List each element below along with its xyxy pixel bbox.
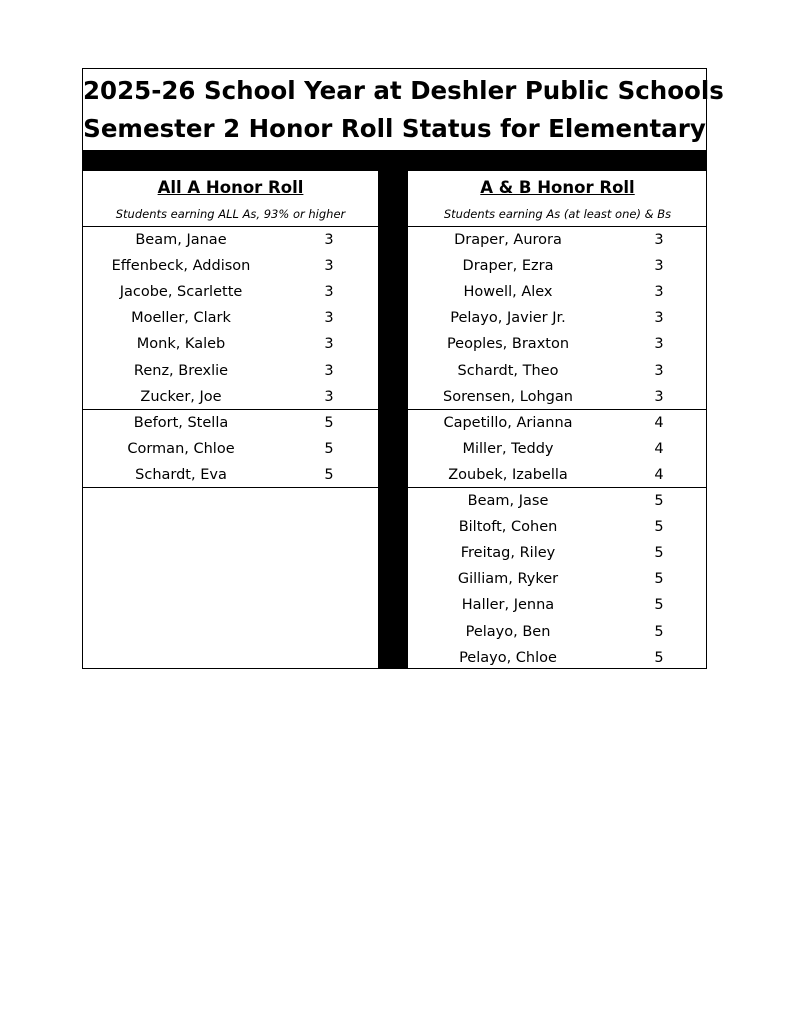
student-name: Jacobe, Scarlette [119,284,243,301]
student-grade: 3 [324,362,334,379]
student-grade: 5 [654,493,664,509]
student-row [408,540,707,566]
a-b-grade-separator [408,409,707,410]
student-row [408,358,707,384]
student-grade: 5 [654,545,664,562]
student-grade: 3 [654,362,664,379]
student-grade: 5 [654,597,664,614]
student-name: Effenbeck, Addison [111,258,251,275]
student-row [83,331,378,357]
a-b-grade-separator [408,487,707,488]
student-grade: 3 [324,232,334,248]
student-grade: 3 [654,284,664,301]
student-name: Corman, Chloe [127,440,235,457]
student-name: Beam, Jase [467,493,549,509]
student-grade: 3 [324,336,334,353]
student-row [408,619,707,645]
student-grade: 3 [324,388,334,405]
student-grade: 3 [654,232,664,248]
student-row [83,279,378,305]
student-row [408,227,707,253]
student-name: Freitag, Riley [460,545,556,562]
student-grade: 3 [654,310,664,327]
student-grade: 5 [654,571,664,588]
student-grade: 5 [654,649,664,666]
student-grade: 5 [324,414,334,431]
student-row [408,514,707,540]
student-grade: 5 [654,623,664,640]
student-row [83,358,378,384]
page-subtitle: Semester 2 Honor Roll Status for Elementary [83,114,706,143]
student-name: Befort, Stella [133,414,229,431]
a-b-criteria: Students earning As (at least one) & Bs [443,207,672,221]
student-name: Monk, Kaleb [136,336,226,353]
all-a-heading: All A Honor Roll [157,178,304,197]
all-a-criteria: Students earning ALL As, 93% or higher [115,207,346,221]
student-name: Gilliam, Ryker [457,571,559,588]
student-grade: 4 [654,466,664,483]
student-name: Beam, Janae [135,232,227,248]
student-row [83,227,378,253]
a-b-heading: A & B Honor Roll [480,178,635,197]
honor-roll-sheet [82,68,724,669]
student-grade: 3 [654,258,664,275]
student-name: Pelayo, Javier Jr. [450,310,566,327]
student-row [408,645,707,671]
student-row [408,331,707,357]
student-name: Schardt, Theo [457,362,559,379]
student-grade: 3 [324,310,334,327]
student-name: Haller, Jenna [461,597,555,614]
student-row [408,384,707,410]
student-name: Miller, Teddy [462,440,554,457]
student-row [408,566,707,592]
student-name: Pelayo, Chloe [459,649,557,666]
student-grade: 5 [324,440,334,457]
student-row [408,592,707,618]
student-grade: 3 [654,388,664,405]
student-row [83,253,378,279]
student-name: Zoubek, Izabella [448,466,568,483]
header-divider-band [83,150,706,171]
student-row [408,279,707,305]
student-row [408,410,707,436]
all-a-grade-separator [83,487,378,488]
student-name: Schardt, Eva [135,466,227,483]
student-row [83,410,378,436]
student-name: Moeller, Clark [131,310,231,327]
student-row [408,436,707,462]
all-a-grade-separator [83,409,378,410]
student-row [408,462,707,488]
student-name: Biltoft, Cohen [458,519,558,536]
student-name: Howell, Alex [463,284,553,301]
student-row [408,488,707,514]
student-name: Pelayo, Ben [465,623,551,640]
student-row [408,305,707,331]
student-name: Draper, Ezra [462,258,554,275]
student-grade: 3 [324,284,334,301]
student-name: Sorensen, Lohgan [443,388,573,405]
student-row [83,305,378,331]
student-row [83,436,378,462]
student-grade: 4 [654,414,664,431]
student-row [83,384,378,410]
student-grade: 4 [654,440,664,457]
student-grade: 3 [654,336,664,353]
student-grade: 5 [324,466,334,483]
student-name: Zucker, Joe [140,388,222,405]
student-name: Renz, Brexlie [133,362,229,379]
student-name: Draper, Aurora [454,232,562,248]
student-row [408,253,707,279]
page-title: 2025-26 School Year at Deshler Public Schools [83,76,724,105]
student-name: Capetillo, Arianna [443,414,573,431]
student-grade: 5 [654,519,664,536]
column-divider [378,171,408,669]
student-name: Peoples, Braxton [446,336,570,353]
student-grade: 3 [324,258,334,275]
student-row [83,462,378,488]
